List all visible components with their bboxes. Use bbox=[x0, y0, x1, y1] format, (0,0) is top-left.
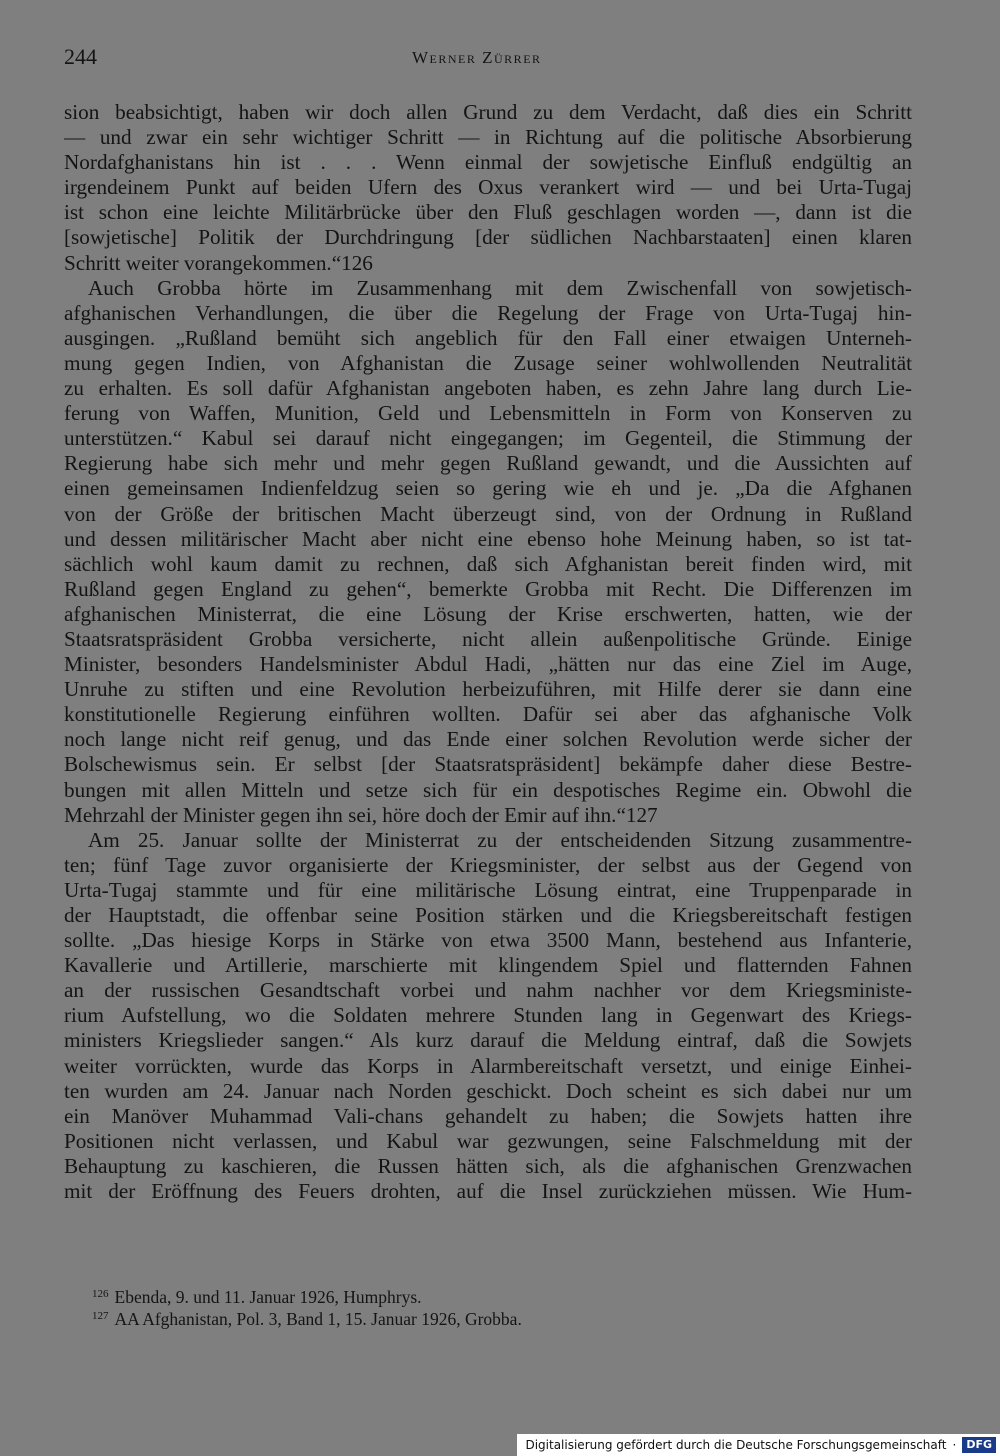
text-line bbox=[64, 1204, 912, 1229]
text-line: und dessen militärischer Macht aber nicht eine ebenso hohe Meinung haben, so ist tat- bbox=[64, 526, 912, 551]
text-line: rium Aufstellung, wo die Soldaten mehrere Stunden lang in Gegenwart des Kriegs- bbox=[64, 1003, 912, 1028]
text-line: — und zwar ein sehr wichtiger Schritt — in Richtung auf die politische Absorbierung bbox=[64, 125, 912, 150]
text-line: ferung von Waffen, Munition, Geld und Lebensmitteln in Form von Konserven zu bbox=[64, 401, 912, 426]
footnote-number: 126 bbox=[92, 1288, 109, 1300]
footnote-text: Ebenda, 9. und 11. Januar 1926, Humphrys. bbox=[114, 1287, 422, 1307]
text-line: mung gegen Indien, von Afghanistan die Zusage seiner wohlwollenden Neutralität bbox=[64, 350, 912, 375]
text-line: ein Manöver Muhammad Vali-chans gehandelt zu haben; die Sowjets hatten ihre bbox=[64, 1103, 912, 1128]
text-line: Minister, besonders Handelsminister Abdul Hadi, „hätten nur das eine Ziel im Auge, bbox=[64, 652, 912, 677]
text-line: noch lange nicht reif genug, und das Ende einer solchen Revolution werde sicher der bbox=[64, 727, 912, 752]
text-line: von der Größe der britischen Macht überzeugt sind, von der Ordnung in Rußland bbox=[64, 501, 912, 526]
text-line: Am 25. Januar sollte der Ministerrat zu der entscheidenden Sitzung zusammentre- bbox=[88, 827, 912, 852]
text-line: ministers Kriegslieder sangen.“ Als kurz darauf die Meldung eintraf, daß die Sowjets bbox=[64, 1028, 912, 1053]
text-line: unterstützen.“ Kabul sei darauf nicht eingegangen; im Gegenteil, die Stimmung der bbox=[64, 426, 912, 451]
dfg-logo-icon: DFG bbox=[962, 1437, 996, 1453]
text-line: zu erhalten. Es soll dafür Afghanistan angeboten haben, es zehn Jahre lang durch Lie- bbox=[64, 376, 912, 401]
text-line: Auch Grobba hörte im Zusammenhang mit dem Zwischenfall von sowjetisch- bbox=[88, 275, 912, 300]
footnote bbox=[92, 1305, 852, 1327]
text-line: an der russischen Gesandtschaft vorbei und nahm nachher vor dem Kriegsministe- bbox=[64, 978, 912, 1003]
text-line: Schritt weiter vorangekommen.“126 bbox=[64, 250, 373, 275]
text-line: Rußland gegen England zu gehen“, bemerkte Grobba mit Recht. Die Differenzen im bbox=[64, 576, 912, 601]
text-line: ten; fünf Tage zuvor organisierte der Kriegsminister, der selbst aus der Gegend von bbox=[64, 852, 912, 877]
text-line: Kavallerie und Artillerie, marschierte mit klingendem Spiel und flatternden Fahnen bbox=[64, 953, 912, 978]
text-line: irgendeinem Punkt auf beiden Ufern des Oxus verankert wird — und bei Urta-Tugaj bbox=[64, 175, 912, 200]
text-line: Regierung habe sich mehr und mehr gegen Rußland gewandt, und die Aussichten auf bbox=[64, 451, 912, 476]
footnote-text: AA Afghanistan, Pol. 3, Band 1, 15. Januar 1926, Grobba. bbox=[114, 1309, 522, 1329]
text-line: Urta-Tugaj stammte und für eine militärische Lösung eintrat, eine Truppenparade in bbox=[64, 877, 912, 902]
text-line: [sowjetische] Politik der Durchdringung [der südlichen Nachbarstaaten] einen klaren bbox=[64, 225, 912, 250]
text-line: einen gemeinsamen Indienfeldzug seien so gering wie eh und je. „Da die Afghanen bbox=[64, 476, 912, 501]
text-line: ist schon eine leichte Militärbrücke über den Fluß geschlagen worden —, dann ist die bbox=[64, 200, 912, 225]
text-line: der Hauptstadt, die offenbar seine Position stärken und die Kriegsbereitschaft festigen bbox=[64, 903, 912, 927]
body-text bbox=[64, 100, 912, 1229]
footnote-number: 127 bbox=[92, 1310, 109, 1322]
text-line: sollte. „Das hiesige Korps in Stärke von etwa 3500 Mann, bestehend aus Infanterie, bbox=[64, 928, 912, 953]
text-line: weiter vorrückten, wurde das Korps in Alarmbereitschaft versetzt, und einige Einhei- bbox=[64, 1053, 912, 1078]
running-head: Werner Zürrer bbox=[412, 48, 542, 67]
text-line: Positionen nicht verlassen, und Kabul war gezwungen, seine Falschmeldung mit der bbox=[64, 1128, 912, 1153]
text-line: sion beabsichtigt, haben wir doch allen Grund zu dem Verdacht, daß dies ein Schritt bbox=[64, 100, 912, 124]
text-line: Unruhe zu stiften und eine Revolution herbeizuführen, mit Hilfe derer sie dann eine bbox=[64, 677, 912, 702]
text-line: afghanischen Verhandlungen, die über die Regelung der Frage von Urta-Tugaj hin- bbox=[64, 300, 912, 325]
credit-text: Digitalisierung gefördert durch die Deutsche Forschungsgemeinschaft bbox=[525, 1438, 947, 1452]
separator-dot: · bbox=[952, 1438, 957, 1452]
text-line: sächlich wohl kaum damit zu rechnen, daß sich Afghanistan bereit finden wird, mit bbox=[64, 551, 912, 576]
text-line: Behauptung zu kaschieren, die Russen hätten sich, als die afghanischen Grenzwachen bbox=[64, 1153, 912, 1178]
text-line: Mehrzahl der Minister gegen ihn sei, höre doch der Emir auf ihn.“127 bbox=[64, 802, 658, 827]
footnote bbox=[92, 1283, 852, 1305]
text-line: afghanischen Ministerrat, die eine Lösung der Krise erschwerten, hatten, wie der bbox=[64, 601, 912, 626]
digitization-credit-bar bbox=[517, 1434, 1000, 1456]
text-line: ausgingen. „Rußland bemüht sich angeblich für den Fall einer etwaigen Unterneh- bbox=[64, 325, 912, 350]
text-line: Nordafghanistans hin ist . . . Wenn einmal der sowjetische Einfluß endgültig an bbox=[64, 150, 912, 175]
text-line: Staatsratspräsident Grobba versicherte, nicht allein außenpolitische Gründe. Einige bbox=[64, 626, 912, 651]
page-number: 244 bbox=[64, 44, 97, 69]
text-line: mit der Eröffnung des Feuers drohten, auf die Insel zurückziehen müssen. Wie Hum- bbox=[64, 1179, 912, 1204]
text-line: Bolschewismus sein. Er selbst [der Staatsratspräsident] bekämpfe daher diese Bestre- bbox=[64, 752, 912, 777]
text-line: konstitutionelle Regierung einführen wollten. Dafür sei aber das afghanische Volk bbox=[64, 702, 912, 727]
footnotes bbox=[92, 1283, 852, 1327]
text-line: ten wurden am 24. Januar nach Norden geschickt. Doch scheint es sich dabei nur um bbox=[64, 1078, 912, 1103]
text-line: bungen mit allen Mitteln und setze sich für ein despotisches Regime ein. Obwohl die bbox=[64, 777, 912, 802]
